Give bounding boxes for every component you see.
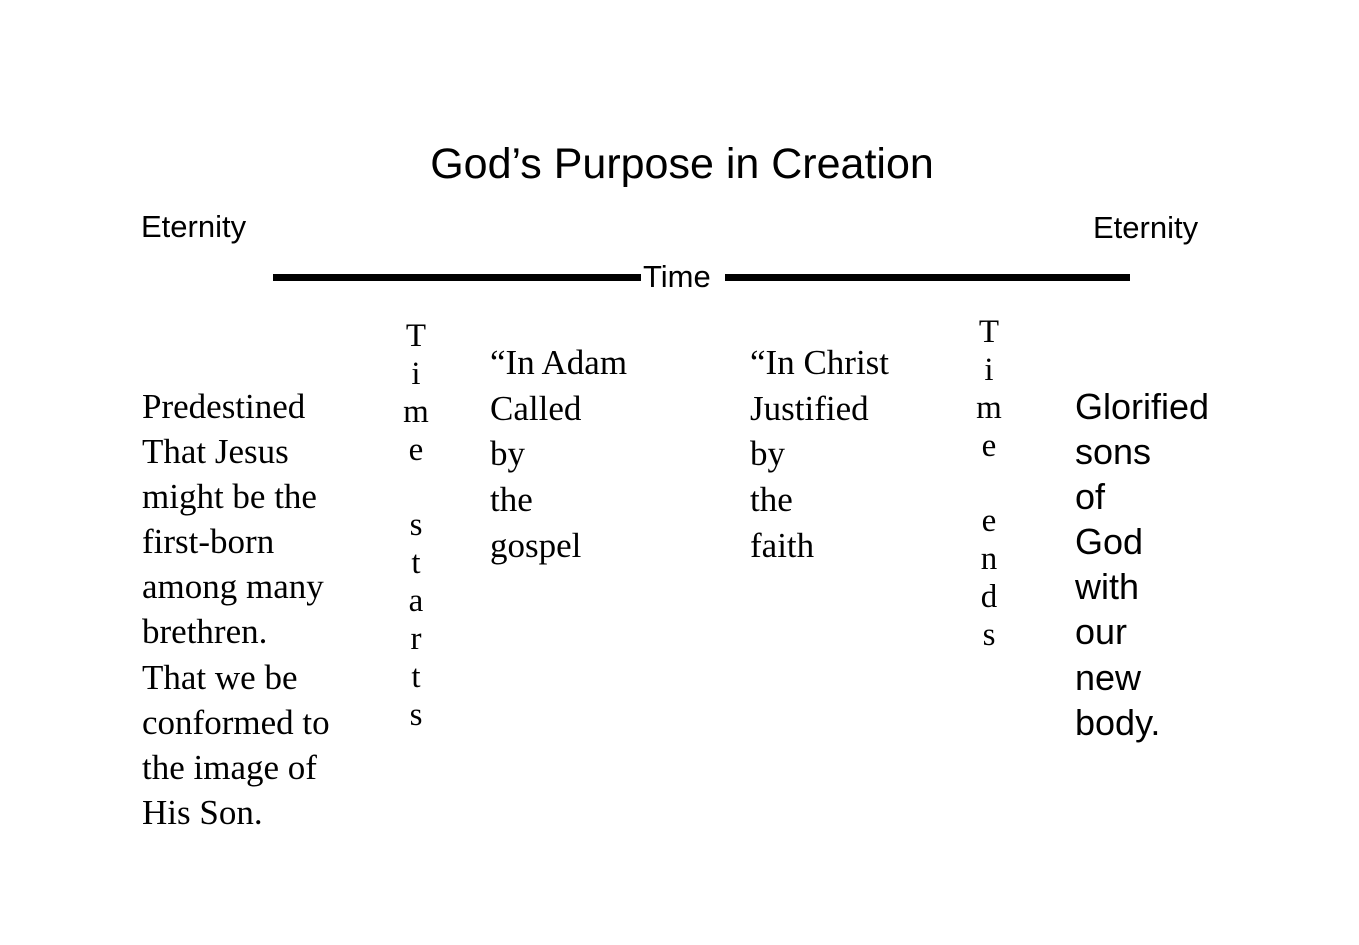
- vertical-letter: e: [981, 503, 997, 539]
- text-line: His Son.: [142, 792, 263, 832]
- vertical-letter: d: [980, 579, 998, 615]
- text-line: by: [490, 434, 525, 474]
- text-line: new: [1075, 656, 1142, 698]
- in-adam-text: [490, 340, 627, 569]
- text-line: Glorified: [1075, 386, 1210, 427]
- text-line: faith: [750, 525, 815, 565]
- vertical-letter: s: [409, 697, 423, 733]
- timeline-label: Time: [643, 259, 711, 294]
- eternity-left-label: Eternity: [141, 209, 247, 244]
- letter-gap: [969, 465, 1009, 502]
- vertical-letter: t: [411, 545, 421, 581]
- in-christ-text: [750, 340, 889, 569]
- text-line: That Jesus: [142, 432, 289, 472]
- text-line: our: [1075, 611, 1128, 653]
- text-line: among many: [142, 567, 324, 607]
- diagram-title: God’s Purpose in Creation: [430, 140, 934, 188]
- vertical-letter: i: [984, 352, 994, 388]
- text-line: Justified: [750, 388, 869, 428]
- text-line: with: [1075, 566, 1140, 608]
- text-line: the image of: [142, 747, 317, 787]
- timeline-bar-right: [725, 274, 1130, 281]
- text-line: Called: [490, 388, 582, 428]
- glorified-text: [1075, 384, 1209, 745]
- time-ends-vertical-text: [969, 313, 1009, 654]
- vertical-letter: i: [411, 356, 421, 392]
- vertical-letter: m: [976, 390, 1002, 426]
- vertical-letter: n: [980, 541, 998, 577]
- time-starts-vertical-text: [396, 317, 436, 734]
- text-line: gospel: [490, 525, 582, 565]
- vertical-letter: T: [978, 314, 1000, 350]
- vertical-letter: T: [405, 318, 427, 354]
- text-line: brethren.: [142, 612, 268, 652]
- predestined-text: [142, 384, 330, 835]
- text-line: “In Adam: [490, 343, 628, 382]
- vertical-letter: s: [409, 507, 423, 543]
- vertical-letter: a: [408, 583, 424, 619]
- eternity-right-label: Eternity: [1093, 210, 1199, 245]
- text-line: “In Christ: [750, 343, 890, 382]
- vertical-letter: m: [403, 394, 429, 430]
- letter-gap: [396, 469, 436, 506]
- vertical-letter: e: [408, 432, 424, 468]
- text-line: by: [750, 434, 785, 474]
- text-line: Predestined: [142, 387, 306, 426]
- text-line: sons: [1075, 431, 1152, 473]
- vertical-letter: t: [411, 659, 421, 695]
- timeline-bar-left: [273, 274, 641, 281]
- text-line: God: [1075, 521, 1144, 563]
- vertical-letter: e: [981, 428, 997, 464]
- text-line: of: [1075, 476, 1106, 518]
- text-line: That we be: [142, 657, 298, 697]
- text-line: might be the: [142, 477, 317, 517]
- text-line: first-born: [142, 522, 275, 562]
- text-line: the: [750, 480, 793, 520]
- vertical-letter: s: [982, 617, 996, 653]
- text-line: body.: [1075, 701, 1161, 743]
- vertical-letter: r: [410, 621, 422, 657]
- text-line: the: [490, 480, 533, 520]
- text-line: conformed to: [142, 702, 330, 742]
